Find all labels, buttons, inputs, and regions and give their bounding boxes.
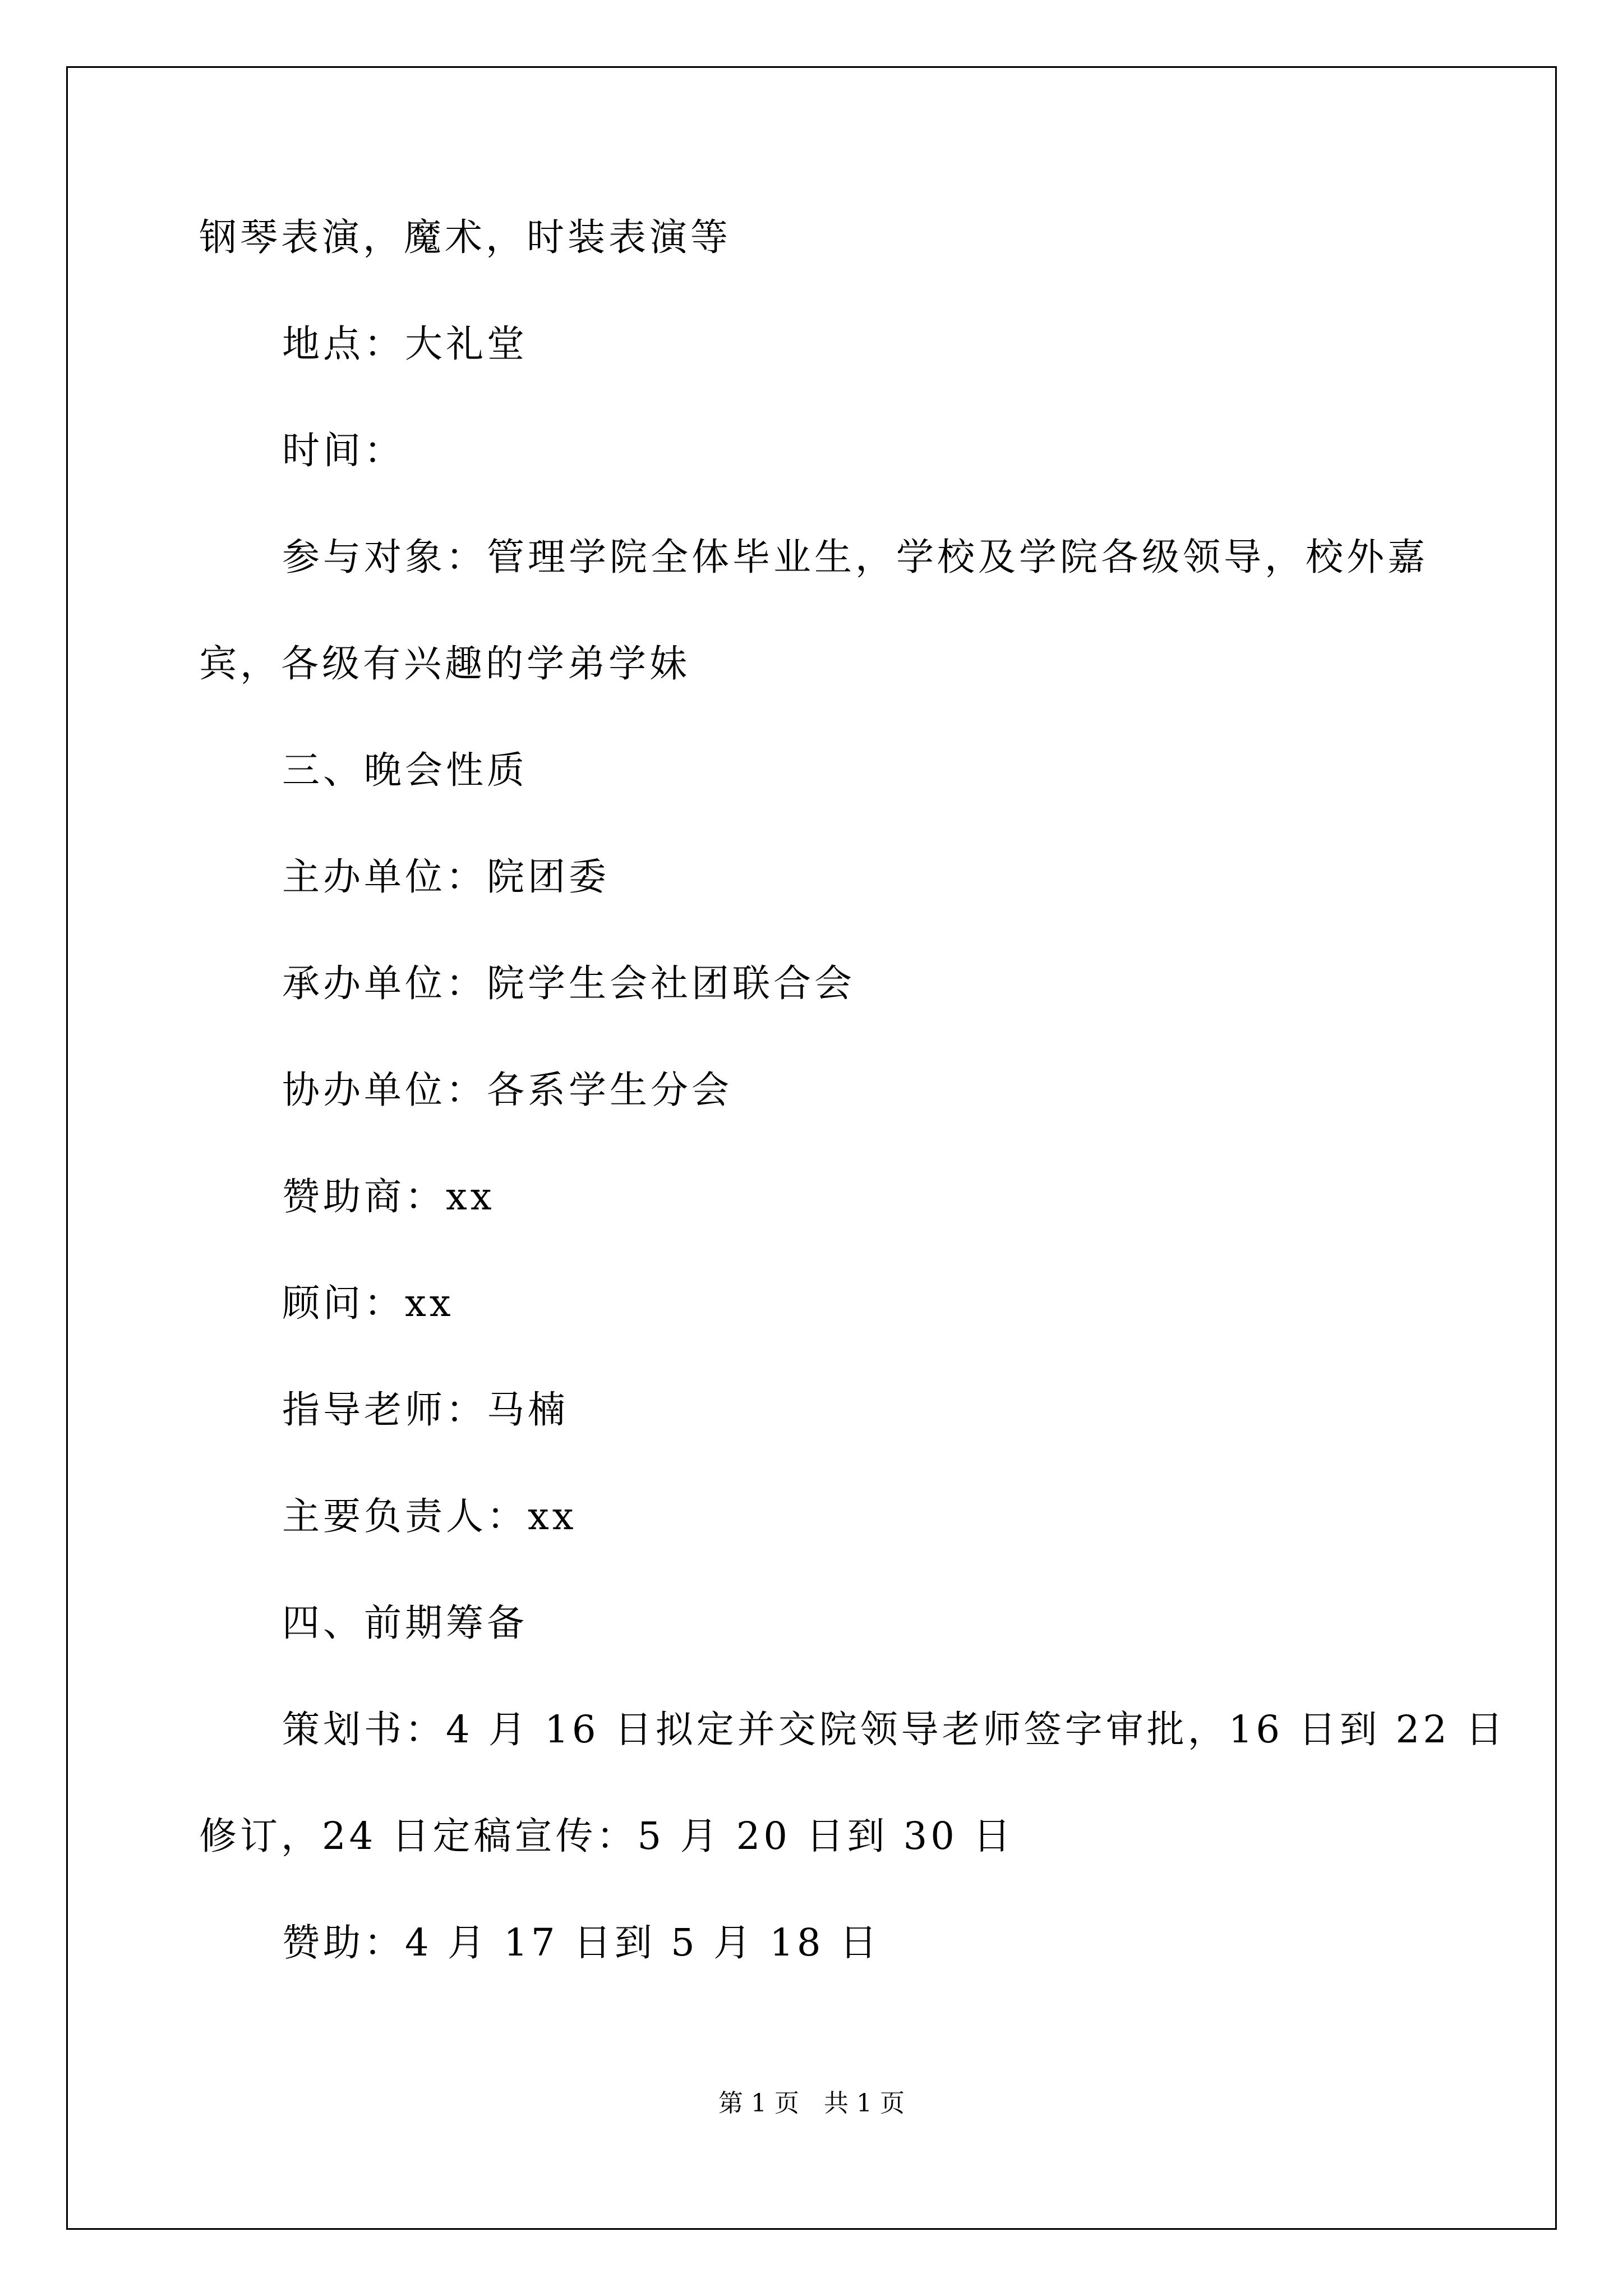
page-border xyxy=(66,66,1557,2230)
text-line: 时间： xyxy=(282,429,405,472)
text-line: 策划书：4 月 16 日拟定并交院领导老师签字审批，16 日到 22 日 xyxy=(282,1708,1507,1751)
text-line: 钢琴表演，魔术，时装表演等 xyxy=(199,215,731,259)
section-heading: 四、前期筹备 xyxy=(282,1601,528,1645)
text-line: 顾问：xx xyxy=(282,1281,454,1325)
text-line: 协办单位：各系学生分会 xyxy=(282,1068,732,1112)
text-line: 主要负责人：xx xyxy=(282,1494,577,1538)
section-heading: 三、晚会性质 xyxy=(282,748,528,792)
text-line: 宾，各级有兴趣的学弟学妹 xyxy=(199,642,690,685)
text-line: 赞助：4 月 17 日到 5 月 18 日 xyxy=(282,1921,880,1964)
text-line: 主办单位：院团委 xyxy=(282,855,610,899)
text-line: 修订，24 日定稿宣传：5 月 20 日到 30 日 xyxy=(199,1814,1015,1858)
text-line: 参与对象：管理学院全体毕业生，学校及学院各级领导，校外嘉 xyxy=(282,535,1428,579)
text-line: 承办单位：院学生会社团联合会 xyxy=(282,961,855,1005)
page-footer: 第 1 页 共 1 页 xyxy=(718,2089,905,2118)
text-line: 地点：大礼堂 xyxy=(282,322,528,366)
text-line: 赞助商：xx xyxy=(282,1175,495,1218)
text-line: 指导老师：马楠 xyxy=(282,1388,569,1432)
